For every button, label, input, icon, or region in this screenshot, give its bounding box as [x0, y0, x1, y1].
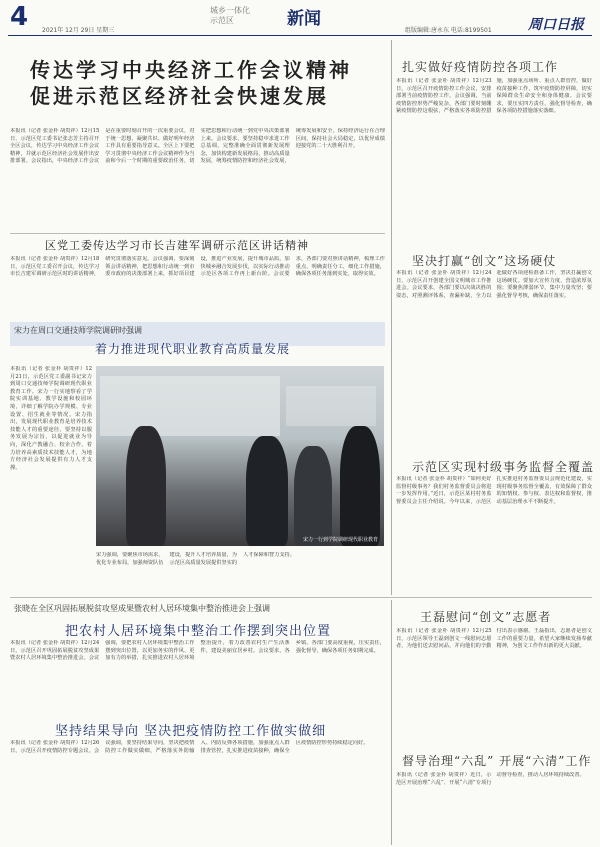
news-photo: [96, 366, 384, 546]
photo-person: [340, 426, 380, 546]
epidemic-title: 扎实做好疫情防控各项工作: [402, 60, 559, 74]
vocational-kicker: 宋力在周口交通技师学院调研时强调: [14, 326, 142, 335]
volunteer-body: 本报讯（记者 张金朴 胡贵祥）12月25日，示范区领导王磊到创文一线慰问志愿者，为他们送去慰问品，并向他们的辛勤付出表示感谢。王磊指出，志愿者是创文工作的重要力量，希望大家继续发扬奉献精神，为创文工作作出新的更大贡献。: [396, 628, 592, 650]
village-title: 示范区实现村级事务监督全覆盖: [412, 460, 595, 474]
environment-body: 本报讯（记者 张金朴 胡贵祥）12月24日，示范区召开巩固拓展脱贫攻坚成果暨农村人居环境集中整治推进会。会议强调，要把农村人居环境集中整治工作摆到突出位置，以更加务实的作风、更加有力的举措，扎实推进农村人居环境整治提升，着力改善农村生产生活条件，建设美丽宜居乡村。会议要求，各乡镇、各部门要高度重视，压实责任，强化督导，确保各项任务如期完成。: [10, 640, 385, 662]
environment-kicker: 张晓在全区巩固拓展脱贫攻坚成果暨农村人居环境集中整治推进会上强调: [14, 604, 270, 613]
chuangwen-title: 坚决打赢“创文”这场硬仗: [412, 254, 557, 268]
divider: [10, 597, 592, 598]
lead-title-line2: 促进示范区经济社会快速发展: [30, 84, 329, 108]
governance-body: 本报讯（记者 张金朴 胡贵祥）近日，示范区开展治理“六乱”、开展“六清”专项行动督导检查，推动人居环境持续改善。: [396, 772, 585, 786]
issue-date: 2021年 12月 29日 星期三: [42, 27, 115, 34]
section-title: 新闻: [287, 9, 321, 29]
lead-body: 本报讯（记者 张金朴 胡贵祥）12月15日，示范区党工委书记张志芳主持召开全区会议，传达学习中央经济工作会议精神，并就示范区经济社会发展作出安排部署。会议指出，中央经济工作会议是在重要时刻召开的一次重要会议，对于统一思想、凝聚共识、做好明年经济工作具有重要指导意义。全区上下要把学习贯彻中央经济工作会议精神作为当前和今后一个时期的重要政治任务，切实把思想和行动统一到党中央决策部署上来。会议要求，要坚持稳中求进工作总基调，完整准确全面贯彻新发展理念，加快构建新发展格局，推动高质量发展，统筹疫情防控和经济社会发展，统筹发展和安全，保持经济运行在合理区间，保持社会大局稳定，以优异成绩迎接党的二十大胜利召开。: [10, 128, 385, 165]
prevention-title: 坚持结果导向 坚决把疫情防控工作做实做细: [55, 724, 327, 739]
section-tag: [210, 6, 250, 26]
vocational-bottom-body: 宋力强调，要聚焦市场需求，优化专业布局，加强师资队伍建设，提升人才培养质量，为示范区高质量发展提供坚实的人才保障和智力支持。: [96, 552, 295, 566]
masthead: [0, 0, 600, 38]
section-tag-line1: 城乡一体化: [210, 6, 250, 15]
vocational-title: 着力推进现代职业教育高质量发展: [95, 342, 291, 356]
masthead-rule: [8, 35, 592, 36]
newspaper-logo: 周口日报: [528, 17, 584, 33]
photo-wall-window: [286, 386, 376, 426]
photo-person: [126, 426, 166, 546]
photo-person: [246, 436, 288, 546]
village-body: 本报讯（记者 张金朴 胡贵祥）“如何更好监督村级事务？我们村务监督委员会将进一步发挥作用。”近日，示范区某村村务监督委员会主任介绍说。今年以来，示范区扎实推进村务监督委员会规范化建设，实现村级事务监督全覆盖，有效保障了群众的知情权、参与权、表达权和监督权，推动基层治理水平不断提升。: [396, 476, 592, 505]
epidemic-body: 本报讯（记者 张金朴 胡贵祥）12月23日，示范区召开疫情防控工作会议，安排部署当前疫情防控工作。会议强调，当前疫情防控形势严峻复杂，各部门要时刻绷紧疫情防控这根弦，严格落实各项防控措施，加强重点场所、重点人群管控，做好疫苗接种工作，筑牢疫情防控屏障，切实保障群众生命安全和身体健康。会议要求，要压实四方责任，强化督导检查，确保各项防控措施落实落细。: [396, 78, 592, 115]
prevention-body: 本报讯（记者 张金朴 胡贵祥）12月26日，示范区召开疫情防控专题会议。会议强调，要坚持结果导向，坚决把疫情防控工作做实做细，严格落实外防输入、内防反弹各项措施，加强重点人群排查管控，扎实推进疫苗接种，确保全区疫情防控形势持续稳定向好。: [10, 740, 369, 754]
volunteer-title: 王磊慰问“创文”志愿者: [420, 610, 552, 624]
photo-person: [294, 446, 332, 546]
governance-title: 督导治理“六乱” 开展“六清”工作: [402, 754, 592, 768]
divider: [10, 233, 385, 234]
chuangwen-body: 本报讯（记者 张金朴 胡贵祥）12月24日，示范区召开创建全国文明城市工作推进会。会议要求，各部门要以决战决胜的姿态，对照测评体系，查漏补缺，全力以赴做好各项迎检准备工作，坚决打赢创文这场硬仗。要加大宣传力度，营造浓厚氛围；要聚焦薄弱环节，集中力量攻坚；要强化督导考核，确保责任落实。: [396, 270, 592, 299]
page-number: 4: [10, 2, 29, 32]
lead-title-line1: 传达学习中央经济工作会议精神: [30, 58, 352, 82]
party-article-body: 本报讯（记者 张金朴 胡贵祥）12月18日，示范区党工委召开会议，传达学习市长吉建军调研示范区时的讲话精神，研究贯彻落实意见。会议强调，要深刻领会讲话精神，把思想和行动统一到市委市政府的决策部署上来，抓好项目建设，推进产业发展，提升城市品质，加快城乡融合发展步伐，以实际行动推动示范区各项工作再上新台阶。会议要求，各部门要对照讲话精神，梳理工作重点，明确责任分工，细化工作措施，确保各项任务落到实处、取得实效。: [10, 256, 385, 278]
photo-wall-board: [100, 376, 280, 436]
vocational-body: 本报讯（记者 张金朴 胡贵祥）12月21日，示范区党工委副书记宋力到周口交通技师学院调研现代职业教育工作。宋力一行实地察看了学院实训基地、教学设施和校园环境，详细了解学院办学规模、专业设置、招生就业等情况。宋力指出，发展现代职业教育是培养技术技能人才的重要途径，要坚持以服务发展为宗旨、以促进就业为导向，深化产教融合、校企合作，着力培养高素质技术技能人才，为地方经济社会发展提供有力人才支撑。: [10, 366, 92, 471]
party-article-title: 区党工委传达学习市长吉建军调研示范区讲话精神: [45, 239, 309, 252]
environment-title: 把农村人居环境集中整治工作摆到突出位置: [65, 624, 332, 639]
section-tag-line2: 示范区: [210, 16, 234, 25]
column-divider: [391, 600, 392, 845]
editor-line: 组版编辑:唐永东 电话:8199501: [405, 27, 492, 34]
photo-caption: 宋力一行到学院调研现代职业教育: [302, 537, 378, 543]
column-divider: [391, 40, 392, 595]
